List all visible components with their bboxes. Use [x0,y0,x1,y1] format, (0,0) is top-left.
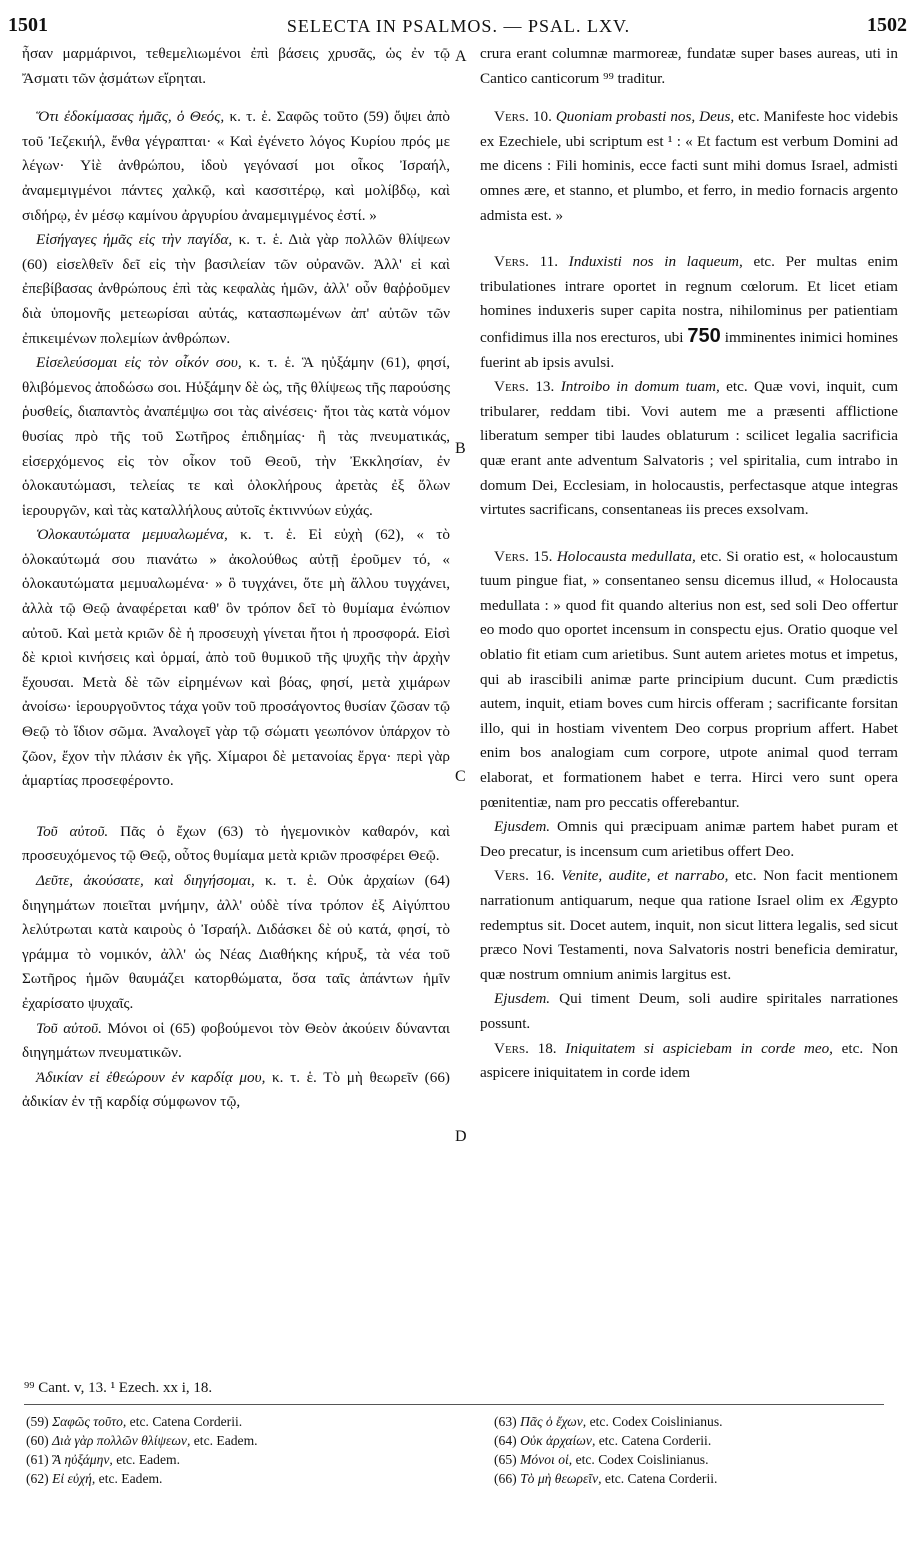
footnote-source: etc. Catena Corderii. [601,1471,718,1486]
footnote-lemma: Εἰ εὐχή, [52,1471,96,1486]
footnote-source: etc. Eadem. [190,1433,258,1448]
footnotes-right [494,1412,894,1488]
latin-lemma: Ejusdem. [494,818,551,836]
verse-label: Vers. 18. [494,1039,557,1057]
footnote-lemma: Τὸ μὴ θεωρεῖν, [520,1471,602,1486]
greek-text: κ. τ. ἑ. Τὸ μὴ θεωρεῖν (66) ἀδικίαν ἐν τῇ καρδίᾳ σύμφωνον τῷ, [22,1068,450,1111]
verse-label: Vers. 16. [494,867,555,885]
latin-paragraph [480,105,898,228]
footnote-number: (59) [26,1414,49,1429]
greek-paragraph [22,351,450,523]
greek-lemma: Ὅτι ἐδοκίμασας ἡμᾶς, ὁ Θεός, [36,108,225,126]
greek-paragraph: ἦσαν μαρμάρινοι, τεθεμελιωμένοι ἐπὶ βάσεις χρυσᾶς, ὡς ἐν τῷ Ἄσματι τῶν ᾀσμάτων εἴρηται. [22,45,450,87]
footnote [494,1412,894,1431]
latin-text: etc. Per multas enim tribulationes intrare oportet in regnum cœlorum. Et licet etiam homines induxeris super capita nostra, nihilominus per patientiam confidimus illa nos erecturos, ubi [480,253,899,346]
latin-paragraph [480,250,898,375]
latin-paragraph [480,1037,898,1086]
latin-paragraph [480,545,898,816]
greek-paragraph [22,869,450,1017]
latin-paragraph [480,815,898,864]
greek-lemma: Δεῦτε, ἀκούσατε, καὶ διηγήσομαι, [36,872,255,889]
latin-text: etc. Non aspicere iniquitatem in corde idem [480,1039,898,1082]
latin-paragraph [480,987,898,1036]
greek-lemma: Εἰσελεύσομαι εἰς τὸν οἶκόν σου, [36,354,242,372]
footnote-lemma: Ἃ ηὐξάμην, [52,1452,113,1467]
verse-label: Vers. 10. [494,108,552,126]
greek-text: κ. τ. ἑ. Σαφῶς τοῦτο (59) ὄψει ἀπὸ τοῦ Ἰεζεκιήλ, ἔνθα γέγραπται· « Καὶ ἐγένετο λόγος Κυρίου πρός με λέγων· Υἱὲ ἀνθρώπου, ἰδοὺ γεγόνασί μοι οἶκος Ἰσραήλ, ἀναμεμιγμένοι πάντες χαλκῷ, καὶ κασσιτέρῳ, καὶ μολίβδῳ, καὶ σιδήρῳ, ἐν μέσῳ καμίνου ἀργυρίου ἀναμεμιγμένος ἐστί. » [22,108,450,224]
page-number-left: 1501 [8,14,48,36]
footnote [26,1450,456,1469]
running-title: SELECTA IN PSALMOS. — PSAL. LXV. [286,16,631,36]
footnote [26,1469,456,1488]
footnote-source: etc. Codex Coislinianus. [572,1452,709,1467]
footnote-number: (61) [26,1452,49,1467]
latin-lemma: Quoniam probasti nos, Deus, [555,108,735,126]
greek-column [22,42,450,1115]
greek-text: κ. τ. ἑ. Διὰ γὰρ πολλῶν θλίψεων (60) εἰσελθεῖν δεῖ εἰς τὴν βασιλείαν τῶν οὐρανῶν. Ἀλλ' εἰ καὶ ἐπεβίβασας ἀνθρώπους ἐπὶ τὰς κεφαλὰς ἡμῶν, ἀλλ' οὖν θαῤῥοῦμεν διὰ ὑπομονῆς μετεωρίσαι αὐτάς, κατασπωμένων ἀπ' αὐτῶν τῶν ἐπικειμένων πολεμίων ἀνθρώπων. [22,231,450,347]
latin-text: etc. Non facit mentionem narrationum antiquarum, neque qua ratione Israel olim ex Ægypto redemptus sit. Docet autem, inquit, non sicut littera legalis, sed sicut præco Novi Testamenti, nova Salvatoris nostri beneficia demiratur, quæ nostrum omnium animis largitus est. [480,867,898,983]
footnote-lemma: Διὰ γὰρ πολλῶν θλίψεων, [52,1433,191,1448]
footnote-number: (60) [26,1433,49,1448]
footnote-source: etc. Codex Coislinianus. [586,1414,723,1429]
latin-paragraph [480,864,898,987]
latin-lemma: Introibo in domum tuam, [560,378,720,396]
latin-text: etc. Manifeste hoc videbis ex Ezechiele, ubi scriptum est ¹ : « Et factum est verbum Domini ad me dicens : Fili hominis, ecce facti sunt mihi domus Israel, admisti omnes ære, et stanno, et plumbo, et ferro, in medio fornacis argento admista est. » [480,108,898,224]
footnote-lemma: Μόνοι οἱ, [520,1452,573,1467]
footnote-number: (62) [26,1471,49,1486]
margin-letter-a: A [455,48,467,65]
greek-paragraph [22,1017,450,1066]
latin-paragraph [480,375,898,523]
footnote-lemma: Οὐκ ἀρχαίων, [520,1433,596,1448]
margin-letter-b: B [455,440,466,457]
latin-lemma: Induxisti nos in laqueum, [568,253,743,271]
verse-label: Vers. 13. [494,378,555,396]
footnote-divider [24,1404,884,1405]
footnote [494,1431,894,1450]
footnote-number: (64) [494,1433,517,1448]
footnote-source: etc. Catena Corderii. [595,1433,712,1448]
greek-text: κ. τ. ἑ. Οὐκ ἀρχαίων (64) διηγημάτων ποιεῖται μνήμην, ἀλλ' οὐδὲ τίνα τρόπον ἐξ Αἰγύπτου λελύτρωται κατὰ καιροὺς ὁ Ἰσραήλ. Διδάσκει δὲ οὐ κατά, φησί, τὸ γράμμα τὸ νομικόν, ἀλλ' ὡς Νέας Διαθήκης κήρυξ, τὰ νέα τοῦ Σωτῆρος ἡμῶν θαυμάζει κατορθώματα, ὅσα ταῖς ἁπάντων ἡμῖν ἐχαρίσατο ψυχαῖς. [22,872,450,1012]
greek-text: Μόνοι οἱ (65) φοβούμενοι τὸν Θεὸν ἀκούειν δύνανται διηγημάτων πνευματικῶν. [22,1019,451,1062]
latin-column [480,42,898,1086]
latin-lemma: Venite, audite, et narrabo, [561,867,729,885]
greek-paragraph [22,105,450,228]
latin-text: etc. Quæ vovi, inquit, cum tribularer, reddam tibi. Vovi autem me a præsenti afflictione liberatum semper tibi laudes oblaturum : scilicet legalia sacrificia quæ erant ante adventum Salvatoris ; vel spiritalia, cum intrabo in domum Dei, Ecclesiam, in holocaustis, perfectasque atque integras virtutes sacrificans, consentaneas iis preces exsolvam. [480,378,899,519]
greek-paragraph [22,228,450,351]
footnote [26,1431,456,1450]
greek-lemma: Τοῦ αὐτοῦ. [36,1019,102,1037]
footnotes-left [26,1412,456,1488]
footnote [26,1412,456,1431]
footnote-number: (66) [494,1471,517,1486]
greek-paragraph [22,820,450,869]
page-header [0,14,917,42]
latin-lemma: Holocausta medullata, [556,547,696,565]
footnote-source: etc. Eadem. [95,1471,163,1486]
verse-label: Vers. 15. [494,547,553,565]
latin-text: etc. Si oratio est, « holocaustum tuum pingue fiat, » consentaneo sensu dicemus illud, « Holocausta medullata : » quod fit quando alterius non est, sed soli Deo offertur eo modo quo oportet incensum in conspectu ejus. Oratio quoque vel oblatio fit etiam cum arietibus. Sunt autem arietes motus et impetus, qui ab irascibili animæ parte principium ducunt. Cum prædictis autem, inquit, etiam boves cum hircis offeram ; sacrificante forsitan illo, qui in hostiam viventem Deo corpus proprium affert. Habet enim bos analogiam cum corpore, utpote animal quod terram elaborat, et formationem habet e terra. Hirci vero sunt opera pœnitentiæ, nam pro peccatis offerebantur. [480,547,898,811]
page-number-right: 1502 [867,14,907,36]
verse-label: Vers. 11. [494,253,559,271]
greek-text: Πᾶς ὁ ἔχων (63) τὸ ἡγεμονικὸν καθαρόν, καὶ προσευχόμενος τῷ Θεῷ, οὗτος θυμίαμα μετὰ κριῶν προσφέρει Θεῷ. [22,822,450,865]
greek-text: κ. τ. ἑ. Ἃ ηὐξάμην (61), φησί, θλιβόμενος ἀποδώσω σοι. Ηὐξάμην δὲ ὡς, τῆς θλίψεως τῆς παρούσης ῥυσθείς, διαπαντὸς ἀναπέμψω σοι τὰς αἰνέσεις· ἤτοι τὰς κατὰ νόμον θυσίας πρὸ τῆς τοῦ Σωτῆρος ἐπιδημίας· ἢ τὰς πνευματικάς, εἰσερχόμενος εἰς τὸν οἶκον τοῦ Θεοῦ, τὴν Ἐκκλησίαν, ἐν ὁλοκαυτώμασι, τελείας τε καὶ ὁλοκλήρους ἀρετὰς ἐξ ὅλων ἱερουργῶν, καὶ τὰς καταλλήλους αὐτοῖς ἐκτιννύων εὐχάς. [22,354,450,519]
greek-text: κ. τ. ἑ. Εἰ εὐχὴ (62), « τὸ ὁλοκαύτωμά σου πιανάτω » ἀκολούθως αὐτῇ ἐροῦμεν τό, « ὁλοκαυτώματα μεμυαλωμένα· » ὃ τυγχάνει, ὅτε μὴ ἄλλου τυγχάνει, ἀλλὰ τῷ Θεῷ ἀναφέρεται καθ' ὃν τρόπον δεῖ τὸ θυμίαμα ἐνώπιον αὐτοῦ. Καὶ μετὰ κριῶν δὲ ἡ προσευχὴ γίνεται ἤτοι ἡ προσφορά. Εἰσὶ δὲ κριοὶ κινήσεις καὶ ὁρμαί, ἀπὸ τοῦ θυμικοῦ τῆς ψυχῆς τὴν ἀρχὴν ἔχουσαι. Μετὰ δὲ τῶν εἰρημένων καὶ βόας, φησί, μετὰ χιμάρων ἀνοίσω· ἱερουργοῦντος τάχα γοῦν τοῦ προσάγοντος θυσίαν ζῶσαν τῷ Θεῷ τὸ ἴδιον σῶμα. Ἀναλογεῖ γὰρ τῷ σώματι γεωπόνον ὑπάρχον τὸ ζῶον, ἔχον τὴν πλάσιν ἐκ γῆς. Χίμαροι δὲ μετανοίας ἔργα· περὶ γὰρ ἁμαρτίας προσεφέροντο. [22,526,451,790]
greek-lemma: Τοῦ αὐτοῦ. [36,822,109,840]
footnote-source: etc. Eadem. [112,1452,180,1467]
footnote-number: (63) [494,1414,517,1429]
footnote-lemma: Πᾶς ὁ ἔχων, [520,1414,587,1429]
margin-letter-c: C [455,768,466,785]
greek-lemma: Εἰσήγαγες ἡμᾶς εἰς τὴν παγίδα, [36,231,233,249]
latin-lemma: Iniquitatem si aspiciebam in corde meo, [565,1039,833,1057]
latin-lemma: Ejusdem. [494,990,551,1008]
footnote [494,1469,894,1488]
latin-text: Omnis qui præcipuam animæ partem habet puram et Deo precatur, is incensum cum arietibus offert Deo. [480,818,898,860]
margin-letter-d: D [455,1128,467,1145]
greek-lemma: Ἀδικίαν εἰ ἐθεώρουν ἐν καρδίᾳ μου, [36,1068,266,1086]
column-number: 750 [687,324,721,347]
footnote [494,1450,894,1469]
footnote-source: etc. Catena Corderii. [126,1414,243,1429]
footnote-lemma: Σαφῶς τοῦτο, [52,1414,127,1429]
latin-paragraph: crura erant columnæ marmoreæ, fundatæ super bases aureas, uti in Cantico canticorum ⁹⁹ traditur. [480,45,898,87]
scripture-references: ⁹⁹ Cant. v, 13. ¹ Ezech. xx i, 18. [24,1380,213,1396]
greek-paragraph [22,523,450,794]
footnote-number: (65) [494,1452,517,1467]
latin-text: Qui timent Deum, soli audire spiritales narrationes possunt. [480,990,898,1032]
greek-lemma: Ὁλοκαυτώματα μεμυαλωμένα, [36,526,228,544]
greek-paragraph [22,1066,450,1115]
latin-text: imminentes inimici homines fuerint ab ipsis avulsi. [480,328,898,371]
